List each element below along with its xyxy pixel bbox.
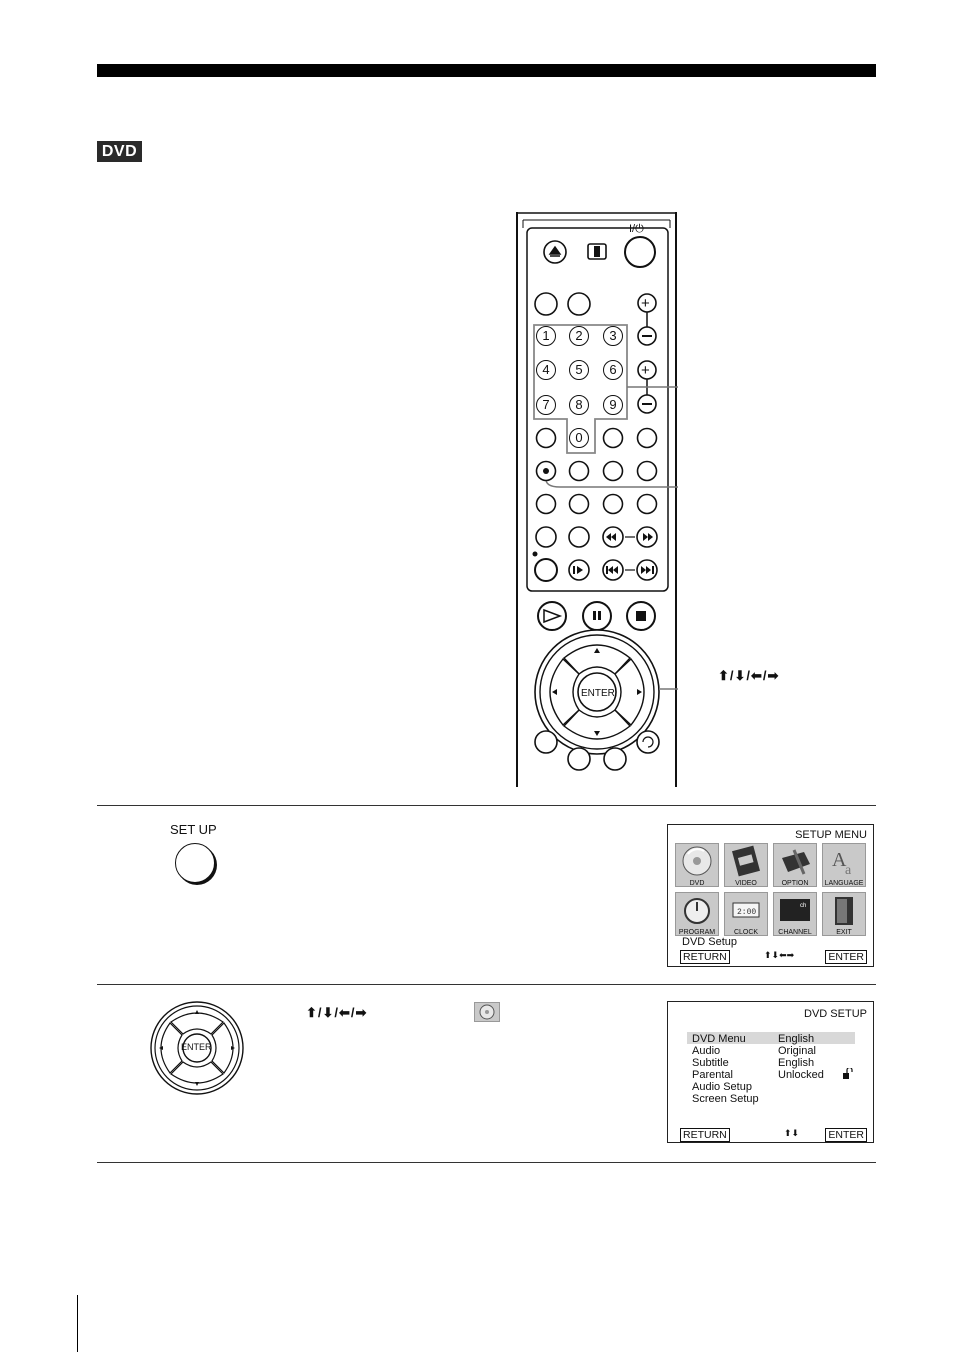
icon-label-video: VIDEO xyxy=(735,880,757,887)
svg-text:+: + xyxy=(641,362,650,379)
key-8[interactable]: 8 xyxy=(569,395,589,415)
arrow-keys-callout: ⬆/⬇/⬅/➡ xyxy=(718,668,780,683)
icon-label-program: PROGRAM xyxy=(678,929,716,936)
icon-label-channel: CHANNEL xyxy=(778,929,812,936)
menu-label-audio[interactable]: Audio xyxy=(692,1045,721,1057)
key-0[interactable]: 0 xyxy=(569,428,589,448)
menu-label-screen-setup[interactable]: Screen Setup xyxy=(692,1093,759,1105)
setup-menu-status: DVD Setup xyxy=(682,936,738,948)
option-menu-icon[interactable] xyxy=(773,843,817,887)
language-glyph-icon xyxy=(823,844,865,878)
icon-label-exit: EXIT xyxy=(836,929,852,936)
setup-menu-screen xyxy=(667,824,874,967)
dvd-badge: DVD xyxy=(97,141,142,162)
unlocked-padlock-icon xyxy=(842,1068,854,1080)
step2-arrow-keys: ⬆/⬇/⬅/➡ xyxy=(306,1005,368,1020)
remote-control xyxy=(515,212,678,787)
menu-value-dvd-menu: English xyxy=(778,1033,815,1045)
menu-value-audio: Original xyxy=(778,1045,816,1057)
joystick-enter-label: ENTER xyxy=(181,1042,212,1052)
menu-label-audio-setup[interactable]: Audio Setup xyxy=(692,1081,752,1093)
program-menu-icon[interactable] xyxy=(675,892,719,936)
dvd-setup-icon xyxy=(474,1002,500,1022)
key-4[interactable]: 4 xyxy=(536,360,556,380)
dvd-setup-title: DVD SETUP xyxy=(804,1008,867,1020)
key-9[interactable]: 9 xyxy=(603,395,623,415)
key-6[interactable]: 6 xyxy=(603,360,623,380)
clock-icon xyxy=(725,893,767,927)
nav-arrows-hint: ⬆⬇ xyxy=(784,1128,800,1138)
cassette-icon xyxy=(725,844,767,878)
dvd-menu-icon[interactable] xyxy=(675,843,719,887)
channel-menu-icon[interactable] xyxy=(773,892,817,936)
svg-text:ch: ch xyxy=(800,903,807,909)
svg-text:2:00: 2:00 xyxy=(737,908,757,917)
icon-label-dvd: DVD xyxy=(689,880,705,887)
setup-menu-title: SETUP MENU xyxy=(795,829,867,841)
divider-top xyxy=(97,805,876,806)
key-2[interactable]: 2 xyxy=(569,326,589,346)
enter-button[interactable]: ENTER xyxy=(825,1128,867,1142)
menu-value-parental: Unlocked xyxy=(778,1069,824,1081)
disc-icon xyxy=(475,1003,499,1021)
dvd-setup-screen xyxy=(667,1001,874,1143)
nav-arrows-hint: ⬆⬇⬅➡ xyxy=(764,950,795,960)
menu-label-parental[interactable]: Parental xyxy=(692,1069,733,1081)
return-button[interactable]: RETURN xyxy=(680,950,730,964)
setup-button[interactable] xyxy=(175,843,215,883)
timer-icon xyxy=(676,893,718,927)
setup-button-label: SET UP xyxy=(170,822,217,837)
language-menu-icon[interactable] xyxy=(822,843,866,887)
icon-label-language: LANGUAGE xyxy=(824,880,864,887)
divider-middle xyxy=(97,984,876,985)
key-7[interactable]: 7 xyxy=(536,395,556,415)
icon-label-clock: CLOCK xyxy=(733,929,759,936)
svg-text:I/⏻: I/⏻ xyxy=(629,223,644,235)
key-1[interactable]: 1 xyxy=(536,326,556,346)
svg-text:A: A xyxy=(832,849,847,871)
disc-icon xyxy=(676,844,718,878)
icon-label-option: OPTION xyxy=(781,880,809,887)
menu-value-subtitle: English xyxy=(778,1057,815,1069)
video-menu-icon[interactable] xyxy=(724,843,768,887)
menu-label-dvd-menu[interactable]: DVD Menu xyxy=(692,1033,746,1045)
return-button[interactable]: RETURN xyxy=(680,1128,730,1142)
menu-label-subtitle[interactable]: Subtitle xyxy=(692,1057,729,1069)
clock-menu-icon[interactable] xyxy=(724,892,768,936)
key-3[interactable]: 3 xyxy=(603,326,623,346)
svg-text:a: a xyxy=(845,863,852,878)
door-icon xyxy=(823,893,865,927)
svg-text:ENTER: ENTER xyxy=(581,688,615,699)
divider-bottom xyxy=(97,1162,876,1163)
key-5[interactable]: 5 xyxy=(569,360,589,380)
header-bar xyxy=(97,64,876,77)
tv-icon xyxy=(774,893,816,927)
exit-menu-icon[interactable] xyxy=(822,892,866,936)
page-margin-line xyxy=(77,1295,78,1352)
toolbox-icon xyxy=(774,844,816,878)
enter-button[interactable]: ENTER xyxy=(825,950,867,964)
svg-text:+: + xyxy=(641,295,650,312)
